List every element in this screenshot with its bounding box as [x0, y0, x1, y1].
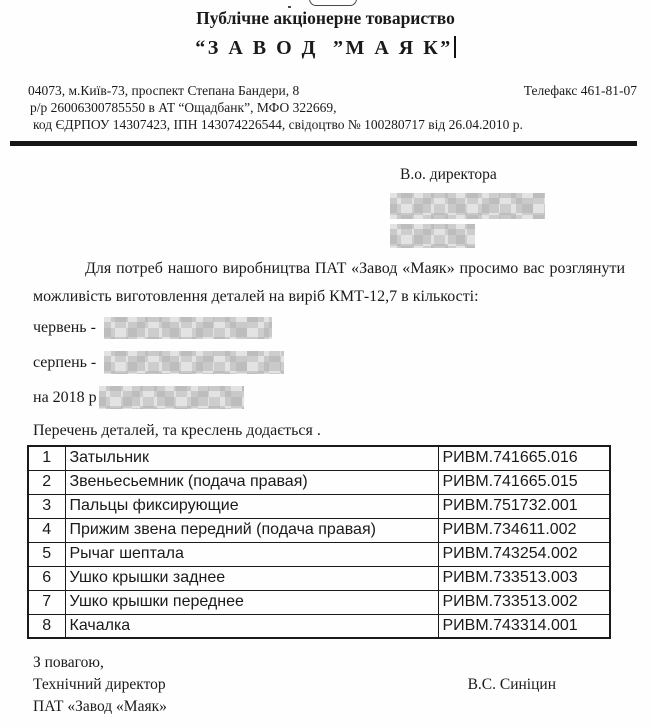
- part-name-cell: Рычаг шептала: [65, 542, 438, 566]
- redacted-august-quantity: [104, 351, 284, 374]
- attachment-note: Перечень деталей, та креслень додається .: [33, 422, 321, 439]
- recipient-block: [390, 165, 651, 248]
- redacted-year-detail: [99, 386, 244, 409]
- company-name-text: “З А В О Д ”М А Я К”: [195, 37, 453, 59]
- row-number-cell: 2: [28, 470, 65, 494]
- row-number-cell: 7: [28, 590, 65, 614]
- part-code-cell: РИВМ.743314.001: [438, 614, 610, 638]
- table-row: [28, 518, 610, 542]
- part-name-cell: Пальцы фиксирующие: [65, 494, 438, 518]
- recipient-title: В.о. директора: [400, 166, 497, 183]
- part-name-cell: Качалка: [65, 614, 438, 638]
- part-name-cell: Ушко крышки заднее: [65, 566, 438, 590]
- text-caret: [454, 36, 456, 58]
- part-code-cell: РИВМ.734611.002: [438, 518, 610, 542]
- letterhead-divider-rule: [10, 141, 637, 146]
- regards-line: З повагою,: [33, 654, 104, 671]
- company-type-heading: Публічне акціонерне товариство: [196, 8, 455, 28]
- table-row: [28, 470, 610, 494]
- telefax-number: Телефакс 461-81-07: [523, 83, 637, 98]
- redacted-recipient-detail: [390, 224, 475, 248]
- parts-table: [27, 445, 611, 639]
- row-number-cell: 8: [28, 614, 65, 638]
- august-label: серпень -: [33, 353, 97, 371]
- company-name-heading: [0, 34, 651, 62]
- signer-position: Технічний директор: [33, 676, 166, 693]
- part-name-cell: Ушко крышки переднее: [65, 590, 438, 614]
- signer-name: В.С. Синіцин: [467, 676, 556, 693]
- part-name-cell: Затыльник: [65, 446, 438, 470]
- part-code-cell: РИВМ.741665.015: [438, 470, 610, 494]
- part-name-cell: Прижим звена передний (подача правая): [65, 518, 438, 542]
- redacted-june-quantity: [104, 317, 272, 339]
- signature-block: [0, 652, 651, 718]
- table-row: [28, 494, 610, 518]
- signer-company: ПАТ «Завод «Маяк»: [33, 698, 167, 715]
- august-line: [33, 351, 651, 374]
- letterhead-address-block: [0, 82, 651, 133]
- request-paragraph: Для потреб нашого виробництва ПАТ «Завод «Маяк» просимо вас розглянути можливість виготовлення деталей на виріб КМТ-12,7 в кількості:: [33, 260, 625, 305]
- year-line: [33, 386, 651, 409]
- street-address: 04073, м.Київ-73, проспект Степана Бандери, 8: [28, 83, 300, 98]
- part-name-cell: Звеньесьемник (подача правая): [65, 470, 438, 494]
- table-row: [28, 590, 610, 614]
- part-code-cell: РИВМ.751732.001: [438, 494, 610, 518]
- dust-speck: [288, 6, 291, 8]
- row-number-cell: 1: [28, 446, 65, 470]
- table-row: [28, 614, 610, 638]
- row-number-cell: 3: [28, 494, 65, 518]
- part-code-cell: РИВМ.743254.002: [438, 542, 610, 566]
- quantity-lines: [0, 316, 651, 409]
- row-number-cell: 4: [28, 518, 65, 542]
- year-label: на 2018 р: [33, 388, 97, 406]
- part-code-cell: РИВМ.741665.016: [438, 446, 610, 470]
- bank-account-line: р/р 26006300785550 в АТ “Ощадбанк”, МФО 322669,: [30, 100, 337, 115]
- part-code-cell: РИВМ.733513.003: [438, 566, 610, 590]
- table-row: [28, 566, 610, 590]
- june-label: червень -: [33, 318, 96, 336]
- redacted-recipient-name: [390, 193, 545, 219]
- row-number-cell: 5: [28, 542, 65, 566]
- part-code-cell: РИВМ.733513.002: [438, 590, 610, 614]
- row-number-cell: 6: [28, 566, 65, 590]
- registration-codes-line: код ЄДРПОУ 14307423, ІПН 143074226544, свідоцтво № 100280717 від 26.04.2010 р.: [33, 117, 523, 132]
- table-row: [28, 446, 610, 470]
- table-row: [28, 542, 610, 566]
- partial-rounded-shape-artifact: [309, 0, 357, 6]
- june-line: [33, 316, 651, 339]
